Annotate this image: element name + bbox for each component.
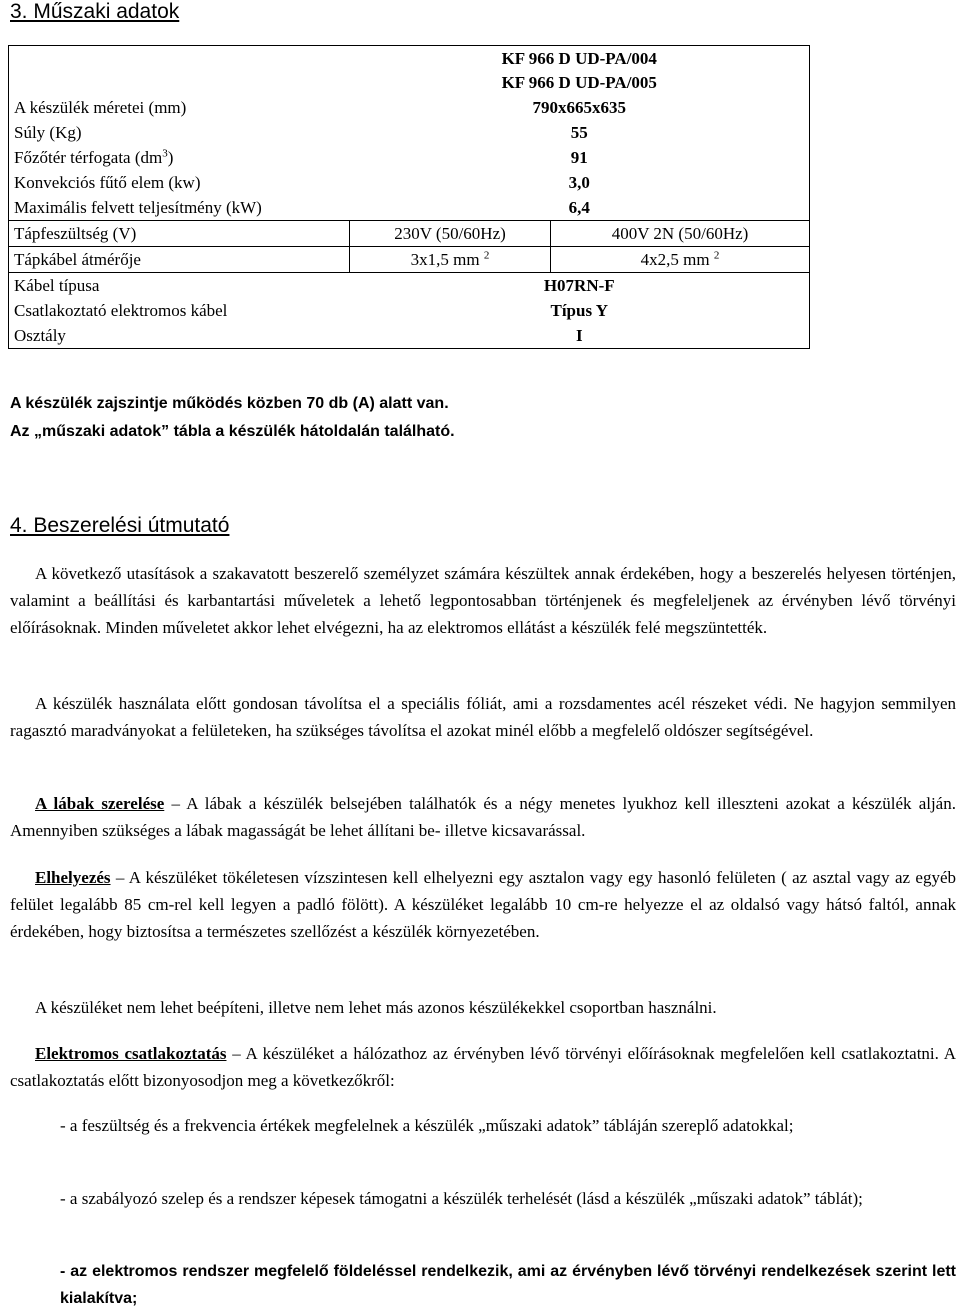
paragraph-text: – A készüléket a hálózathoz az érvényben lévő törvényi előírásoknak megfelelően kell csatlakoztatni. A csatlakoztatás előtt bizonyosodjon meg a következőkről:: [10, 1044, 956, 1090]
paragraph-text: A készüléket nem lehet beépíteni, illetve nem lehet más azonos készülékekkel csoportban használni.: [35, 998, 717, 1017]
row-value: 3,0: [350, 170, 810, 195]
model-name: KF 966 D UD-PA/005: [501, 73, 657, 92]
spacer: [10, 868, 35, 887]
table-row: [9, 273, 810, 299]
paragraph-heading: Elektromos csatlakoztatás: [35, 1044, 227, 1063]
row-label: A készülék méretei (mm): [9, 95, 350, 120]
row-value: 91: [350, 145, 810, 170]
row-value-sup: 2: [483, 249, 490, 262]
row-label: Tápkábel átmérője: [9, 247, 350, 273]
table-row: [9, 120, 810, 145]
paragraph: [10, 1040, 956, 1094]
row-value: [350, 247, 551, 273]
row-label: Konvekciós fűtő elem (kw): [9, 170, 350, 195]
row-label: Csatlakoztató elektromos kábel: [9, 298, 350, 323]
list-item: - a feszültség és a frekvencia értékek megfelelnek a készülék „műszaki adatok” tábláján szereplő adatokkal;: [60, 1116, 794, 1135]
noise-note: A készülék zajszintje működés közben 70 db (A) alatt van.: [10, 395, 449, 412]
row-label: Osztály: [9, 323, 350, 349]
plate-note: Az „műszaki adatok” tábla a készülék hátoldalán található.: [10, 423, 455, 440]
list-item: - a szabályozó szelep és a rendszer képesek támogatni a készülék terhelését (lásd a készülék „műszaki adatok” táblát);: [60, 1189, 863, 1208]
row-label-text: Főzőtér térfogata (dm: [14, 148, 163, 167]
technical-data-table: [8, 45, 810, 349]
paragraph: [10, 864, 956, 945]
row-value-text: 4x2,5 mm: [640, 250, 710, 269]
row-value: H07RN-F: [350, 273, 810, 299]
row-value: 6,4: [350, 195, 810, 221]
row-label: Tápfeszültség (V): [9, 221, 350, 247]
row-value: 55: [350, 120, 810, 145]
paragraph: [10, 690, 956, 744]
model-name: KF 966 D UD-PA/004: [501, 49, 657, 68]
row-value: [551, 247, 810, 273]
spacer: [10, 1044, 35, 1063]
row-value: I: [350, 323, 810, 349]
spacer: [10, 794, 35, 813]
table-row: [9, 247, 810, 273]
table-row: [9, 95, 810, 120]
row-value: 230V (50/60Hz): [350, 221, 551, 247]
row-value-sup: 2: [713, 249, 720, 262]
table-row: [9, 46, 810, 96]
row-label: Maximális felvett teljesítmény (kW): [9, 195, 350, 221]
table-row: [9, 298, 810, 323]
model-names-cell: [350, 46, 810, 96]
paragraph: [10, 790, 956, 844]
row-label: Súly (Kg): [9, 120, 350, 145]
paragraph: [10, 560, 956, 641]
paragraph-text: – A lábak a készülék belsejében találhatók és a négy menetes lyukhoz kell illeszteni azokat a készülék alján. Amennyiben szükséges a lábak magasságát be lehet állítani be- illetve kicsavarással.: [10, 794, 956, 840]
table-row: [9, 221, 810, 247]
table-row: [9, 170, 810, 195]
paragraph-text: – A készüléket tökéletesen vízszintesen kell elhelyezni egy asztalon vagy egy hasonló felületen ( az asztal vagy az egyéb felület legalább 85 cm-rel kell legyen a padló fölött). A készüléket legalább 10 cm-re helyezze el az oldalsó vagy hátsó faltól, annak érdekében, hogy biztosítsa a természetes szellőzést a készülék környezetében.: [10, 868, 956, 941]
row-label-text: ): [167, 148, 174, 167]
row-label: Kábel típusa: [9, 273, 350, 299]
row-value: 400V 2N (50/60Hz): [551, 221, 810, 247]
table-row: [9, 145, 810, 170]
paragraph: [10, 994, 956, 1021]
paragraph-text: A készülék használata előtt gondosan távolítsa el a speciális fóliát, ami a rozsdamentes acél részeket védi. Ne hagyjon semmilyen ragasztó maradványokat a felületeken, ha szükséges távolítsa el azokat minél előbb a megfelelő oldószer segítségével.: [10, 694, 956, 740]
paragraph-heading: A lábak szerelése: [35, 794, 165, 813]
paragraph-text: A következő utasítások a szakavatott beszerelő személyzet számára készültek annak érdekében, hogy a beszerelés helyesen történjen, valamint a beállítási és karbantartási műveletek a lehető legpontosabban történjenek és megfeleljenek az érvényben lévő törvényi előírásoknak. Minden műveletet akkor lehet elvégezni, ha az elektromos ellátást a készülék felé megszüntették.: [10, 564, 956, 637]
section-4-heading: 4. Beszerelési útmutató: [10, 514, 230, 537]
table-row: [9, 323, 810, 349]
paragraph-heading: Elhelyezés: [35, 868, 111, 887]
table-cell-empty: [9, 46, 350, 96]
section-3-heading: 3. Műszaki adatok: [10, 0, 180, 23]
row-label: [9, 145, 350, 170]
row-value-text: 3x1,5 mm: [410, 250, 480, 269]
list-item: - az elektromos rendszer megfelelő földeléssel rendelkezik, ami az érvényben lévő törvényi rendelkezések szerint lett kialakítva;: [60, 1263, 956, 1307]
table-row: [9, 195, 810, 221]
row-value: Típus Y: [350, 298, 810, 323]
row-value: 790x665x635: [350, 95, 810, 120]
row-label-sup: 3: [162, 147, 168, 160]
